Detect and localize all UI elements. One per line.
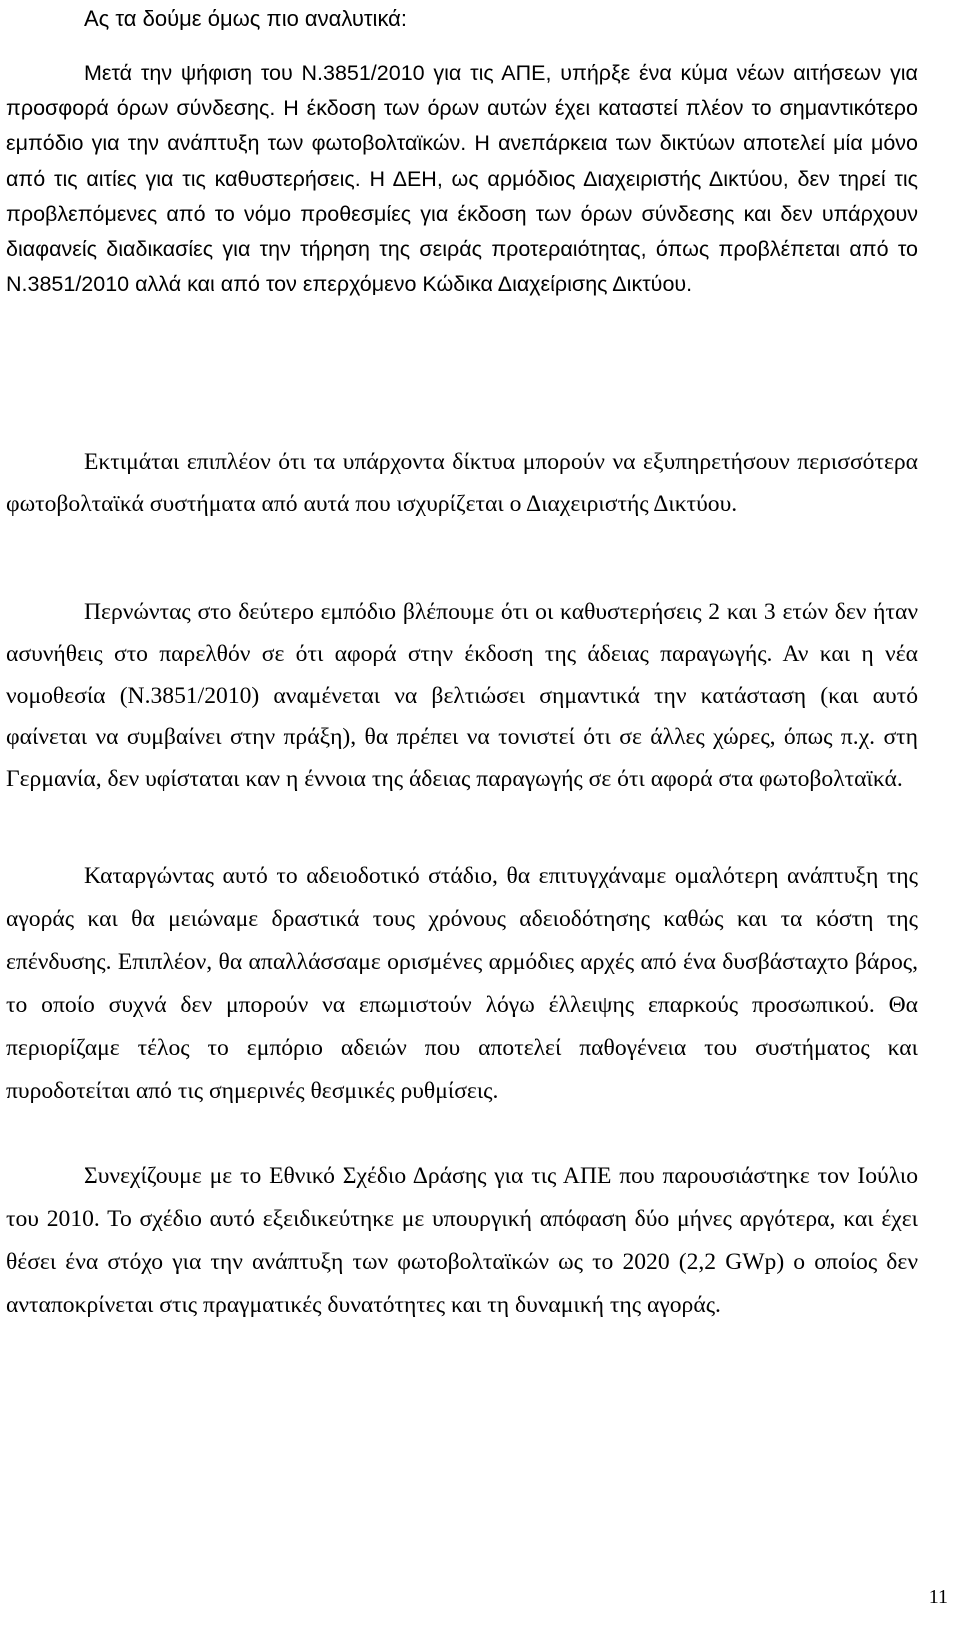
- paragraph-5: Συνεχίζουμε με το Εθνικό Σχέδιο Δράσης για τις ΑΠΕ που παρουσιάστηκε τον Ιούλιο του 2010. Το σχέδιο αυτό εξειδικεύτηκε με υπουργική απόφαση δύο μήνες αργότερα, και έχει θέσει ένα στόχο για την ανάπτυξη των φωτοβολταϊκών ως το 2020 (2,2 GWp) ο οποίος δεν ανταποκρίνεται στις πραγματικές δυνατότητες και τη δυναμική της αγοράς.: [6, 1163, 918, 1318]
- intro-line: Ας τα δούμε όμως πιο αναλυτικά:: [84, 6, 408, 31]
- paragraph-2: Εκτιμάται επιπλέον ότι τα υπάρχοντα δίκτυα μπορούν να εξυπηρετήσουν περισσότερα φωτοβολταϊκά συστήματα από αυτά που ισχυρίζεται ο Διαχειριστής Δικτύου.: [6, 449, 918, 517]
- page-number: 11: [928, 1586, 948, 1608]
- paragraph-4: Καταργώντας αυτό το αδειοδοτικό στάδιο, θα επιτυγχάναμε ομαλότερη ανάπτυξη της αγοράς και θα μειώναμε δραστικά τους χρόνους αδειοδότησης καθώς και τα κόστη της επένδυσης. Επιπλέον, θα απαλλάσσαμε ορισμένες αρμόδιες αρχές από ένα δυσβάσταχτο βάρος, το οποίο συχνά δεν μπορούν να επωμιστούν λόγω έλλειψης επαρκούς προσωπικού. Θα περιορίζαμε τέλος το εμπόριο αδειών που αποτελεί παθογένεια του συστήματος και πυροδοτείται από τις σημερινές θεσμικές ρυθμίσεις.: [6, 863, 918, 1104]
- paragraph-3: Περνώντας στο δεύτερο εμπόδιο βλέπουμε ότι οι καθυστερήσεις 2 και 3 ετών δεν ήταν ασυνήθεις στο παρελθόν σε ότι αφορά στην έκδοση της άδειας παραγωγής. Αν και η νέα νομοθεσία (Ν.3851/2010) αναμένεται να βελτιώσει σημαντικά την κατάσταση (και αυτό φαίνεται να συμβαίνει στην πράξη), θα πρέπει να τονιστεί ότι σε άλλες χώρες, όπως π.χ. στη Γερμανία, δεν υφίσταται καν η έννοια της άδειας παραγωγής σε ότι αφορά στα φωτοβολταϊκά.: [6, 599, 918, 793]
- paragraph-1: Μετά την ψήφιση του Ν.3851/2010 για τις ΑΠΕ, υπήρξε ένα κύμα νέων αιτήσεων για προσφορά όρων σύνδεσης. Η έκδοση των όρων αυτών έχει καταστεί πλέον το σημαντικότερο εμπόδιο για την ανάπτυξη των φωτοβολταϊκών. Η ανεπάρκεια των δικτύων αποτελεί μία μόνο από τις αιτίες για τις καθυστερήσεις. Η ΔΕΗ, ως αρμόδιος Διαχειριστής Δικτύου, δεν τηρεί τις προβλεπόμενες από το νόμο προθεσμίες για έκδοση των όρων σύνδεσης και δεν υπάρχουν διαφανείς διαδικασίες για την τήρηση της σειράς προτεραιότητας, όπως προβλέπεται από το Ν.3851/2010 αλλά και από τον επερχόμενο Κώδικα Διαχείρισης Δικτύου.: [6, 61, 918, 297]
